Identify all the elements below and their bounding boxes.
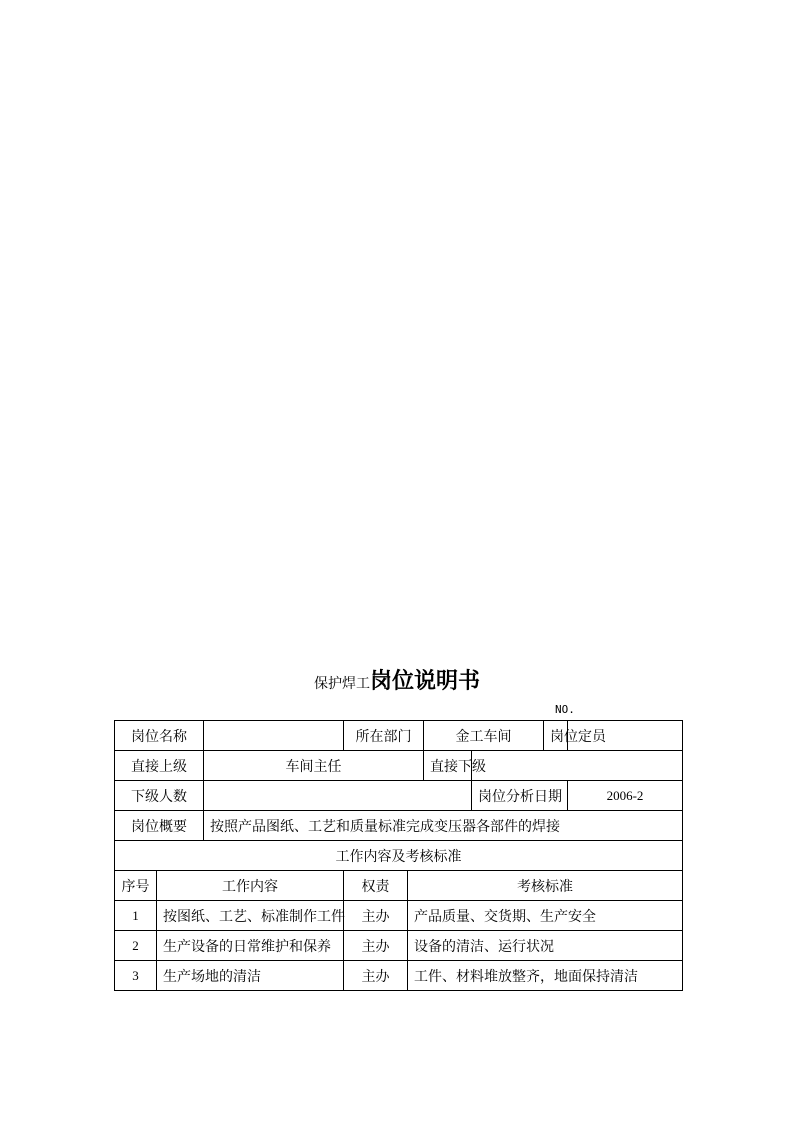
row-criteria: 产品质量、交货期、生产安全 [408, 901, 683, 931]
department-value: 金工车间 [424, 721, 544, 751]
info-row-1 [115, 721, 683, 751]
table-row [115, 961, 683, 991]
header-role: 权责 [344, 871, 408, 901]
row-serial: 2 [115, 931, 157, 961]
row-criteria: 设备的清洁、运行状况 [408, 931, 683, 961]
row-content: 按图纸、工艺、标准制作工件 [157, 901, 344, 931]
section-title: 工作内容及考核标准 [115, 841, 683, 871]
job-description-table [114, 720, 683, 991]
sub-count-value [204, 781, 472, 811]
row-serial: 3 [115, 961, 157, 991]
table-row [115, 931, 683, 961]
info-row-3 [115, 781, 683, 811]
header-content: 工作内容 [157, 871, 344, 901]
section-title-row [115, 841, 683, 871]
subordinate-value [472, 751, 683, 781]
info-row-4 [115, 811, 683, 841]
analysis-date-label: 岗位分析日期 [472, 781, 568, 811]
position-name-label: 岗位名称 [115, 721, 204, 751]
summary-value: 按照产品图纸、工艺和质量标准完成变压器各部件的焊接 [204, 811, 683, 841]
table-header-row [115, 871, 683, 901]
document-title [0, 664, 794, 695]
row-role: 主办 [344, 901, 408, 931]
info-row-2 [115, 751, 683, 781]
superior-value: 车间主任 [204, 751, 424, 781]
analysis-date-value: 2006-2 [568, 781, 683, 811]
headcount-label: 岗位定员 [544, 721, 568, 751]
row-criteria: 工件、材料堆放整齐，地面保持清洁 [408, 961, 683, 991]
row-role: 主办 [344, 931, 408, 961]
superior-label: 直接上级 [115, 751, 204, 781]
sub-count-label: 下级人数 [115, 781, 204, 811]
department-label: 所在部门 [344, 721, 424, 751]
title-main: 岗位说明书 [369, 669, 480, 694]
position-name-value [204, 721, 344, 751]
row-role: 主办 [344, 961, 408, 991]
summary-label: 岗位概要 [115, 811, 204, 841]
number-label: NO. [555, 703, 575, 716]
subordinate-label: 直接下级 [424, 751, 472, 781]
row-serial: 1 [115, 901, 157, 931]
header-serial: 序号 [115, 871, 157, 901]
table-row [115, 901, 683, 931]
row-content: 生产场地的清洁 [157, 961, 344, 991]
row-content: 生产设备的日常维护和保养 [157, 931, 344, 961]
header-criteria: 考核标准 [408, 871, 683, 901]
title-prefix: 保护焊工 [313, 676, 370, 692]
